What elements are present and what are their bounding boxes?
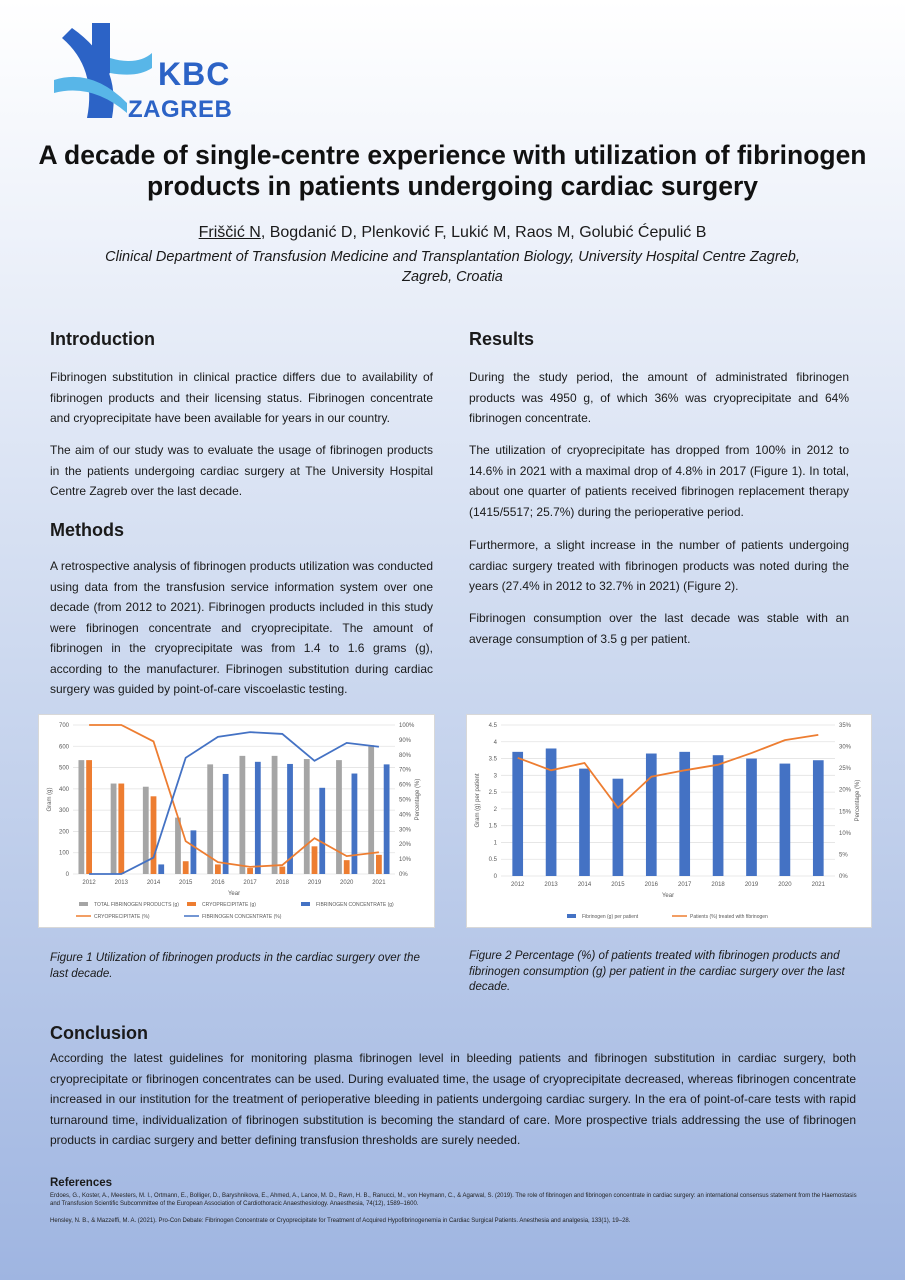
y2-tick-label: 10% — [839, 830, 852, 837]
y-tick-label: 2 — [493, 806, 497, 813]
bar — [183, 861, 189, 874]
y2-tick-label: 30% — [399, 827, 412, 834]
y2-tick-label: 5% — [839, 852, 848, 859]
bar — [304, 759, 310, 874]
y-tick-label: 400 — [58, 786, 69, 793]
conclusion-heading: Conclusion — [50, 1023, 148, 1043]
y-tick-label: 2.5 — [488, 790, 497, 797]
y2-tick-label: 0% — [399, 872, 408, 878]
y-tick-label: 4 — [493, 739, 497, 746]
y-tick-label: 0.5 — [488, 857, 497, 864]
logo-text-kbc: KBC — [158, 56, 231, 92]
reference-1: Erdoes, G., Koster, A., Meesters, M. I., Ortmann, E., Bolliger, D., Baryshnikova, E., Ahmed, A., Lance, M. D., Ravn, H. B., Ranucci, M., von Heymann, C., & Agarwal, S. (2019). The role of fibrinogen and fibrinogen concentrate in cardiac surgery: an international consensus statement from the Haemostasis and Transfusion Scientific Subcommittee of the European Association of Cardiothoracic Anaesthesiology. Anaesthesia, 74(12), 1589–1600. — [50, 1193, 857, 1207]
x-tick-label: 2012 — [82, 880, 96, 886]
y-tick-label: 3.5 — [488, 756, 497, 763]
x-tick-label: 2013 — [114, 880, 128, 886]
y-tick-label: 0 — [65, 872, 69, 878]
x-tick-label: 2021 — [811, 882, 825, 888]
bar — [312, 846, 318, 874]
legend-label: TOTAL FIBRINOGEN PRODUCTS (g) — [94, 902, 179, 908]
y2-tick-label: 0% — [839, 874, 848, 880]
methods-heading: Methods — [50, 520, 124, 540]
x-tick-label: 2018 — [711, 882, 725, 888]
x-axis-label: Year — [661, 893, 675, 899]
y2-tick-label: 90% — [399, 737, 412, 744]
legend-swatch — [301, 902, 310, 906]
introduction-heading: Introduction — [50, 329, 155, 349]
introduction-paragraph-2: The aim of our study was to evaluate the usage of fibrinogen products in the patients undergoing cardiac surgery at The University Hospital Centre Zagreb over the last decade. — [50, 443, 433, 498]
legend-label: CRYOPRECIPITATE (%) — [94, 914, 150, 920]
x-tick-label: 2019 — [307, 880, 322, 886]
x-tick-label: 2016 — [211, 880, 225, 886]
y-tick-label: 200 — [58, 829, 69, 836]
introduction-paragraph-1: Fibrinogen substitution in clinical practice differs due to availability of fibrinogen products and their licensing status. Fibrinogen concentrate and cryoprecipitate have been available for years in our country. — [50, 370, 433, 425]
bar — [512, 752, 523, 876]
bar — [384, 764, 390, 874]
y2-tick-label: 60% — [399, 782, 412, 789]
y-tick-label: 600 — [58, 744, 69, 751]
bar — [546, 748, 557, 876]
y-tick-label: 1.5 — [488, 823, 497, 830]
y-tick-label: 300 — [58, 808, 69, 815]
x-tick-label: 2015 — [611, 882, 625, 888]
bar — [247, 868, 253, 874]
y2-tick-label: 100% — [399, 723, 415, 729]
y2-tick-label: 35% — [839, 723, 852, 729]
legend-label: CRYOPRECIPITATE (g) — [202, 902, 256, 908]
bar — [158, 864, 164, 874]
references-heading: References — [50, 1177, 113, 1189]
y2-axis-label: Percentage (%) — [855, 779, 861, 822]
results-paragraph-1: During the study period, the amount of administrated fibrinogen products was 4950 g, of which 36% was cryoprecipitate and 64% fibrinogen concentrate. — [469, 370, 849, 425]
bar — [255, 762, 261, 874]
y-tick-label: 1 — [493, 840, 497, 847]
legend-label: Fibrinogen (g) per patient — [582, 914, 639, 920]
y-tick-label: 500 — [58, 765, 69, 772]
legend-label: Patients (%) treated with fibrinogen — [690, 914, 768, 920]
x-tick-label: 2014 — [577, 882, 592, 888]
x-axis-label: Year — [227, 891, 241, 897]
y-tick-label: 100 — [58, 850, 69, 857]
legend-swatch — [79, 902, 88, 906]
bar — [223, 774, 229, 874]
results-heading: Results — [469, 329, 535, 349]
bar — [368, 745, 374, 874]
y-tick-label: 0 — [493, 874, 497, 880]
bar — [111, 784, 117, 874]
x-tick-label: 2013 — [544, 882, 558, 888]
y2-tick-label: 20% — [839, 787, 852, 794]
y2-axis-label: Percentage (%) — [415, 778, 421, 821]
x-tick-label: 2017 — [678, 882, 692, 888]
results-paragraph-3: Furthermore, a slight increase in the number of patients undergoing cardiac surgery treated with fibrinogen products was noted during the years (27.4% in 2012 to 32.7% in 2021) (Figure 2). — [469, 538, 849, 593]
x-tick-label: 2016 — [644, 882, 658, 888]
conclusion-paragraph: According the latest guidelines for monitoring plasma fibrinogen level in bleeding patients and fibrinogen substitution in cardiac surgery, both cryoprecipitate or fibrinogen concentrates can be used. During evaluated time, the usage of cryoprecipitate decreased, whereas fibrinogen concentrate increased in our institution for the treatment of perioperative bleeding in patients undergoing cardiac surgery. In the era of point-of-care tests with rapid turnaround time, individualization of fibrinogen substitution is becoming the standard of care. More prospective trials addressing the use of fibrinogen products in cardiac surgery and better defining transfusion thresholds are surely needed. — [50, 1051, 856, 1147]
bar — [344, 860, 350, 874]
y2-tick-label: 70% — [399, 767, 412, 774]
bar — [780, 764, 791, 876]
y-tick-label: 4.5 — [488, 723, 497, 729]
legend-label: FIBRINOGEN CONCENTRATE (g) — [316, 902, 394, 908]
legend-label: FIBRINOGEN CONCENTRATE (%) — [202, 914, 282, 920]
x-tick-label: 2014 — [146, 880, 161, 886]
figure-2-chart — [466, 714, 872, 928]
y2-tick-label: 25% — [839, 766, 852, 773]
results-paragraph-4: Fibrinogen consumption over the last decade was stable with an average consumption of 3.5 g per patient. — [469, 611, 849, 646]
bar — [746, 759, 757, 876]
bar — [376, 855, 382, 874]
figure-2-svg — [467, 715, 873, 929]
bar — [336, 760, 342, 874]
bar — [118, 784, 124, 874]
bar — [272, 756, 278, 874]
x-tick-label: 2018 — [275, 880, 289, 886]
series-line — [518, 735, 819, 808]
y-tick-label: 3 — [493, 773, 497, 780]
figure-1-chart — [38, 714, 435, 928]
figure-2-caption: Figure 2 Percentage (%) of patients treated with fibrinogen products and fibrinogen consumption (g) per patient in the cardiac surgery over the last decade. — [469, 949, 845, 993]
x-tick-label: 2020 — [340, 880, 354, 886]
logo-text-zagreb: ZAGREB — [128, 96, 233, 123]
bar — [86, 760, 92, 874]
y2-tick-label: 50% — [399, 797, 412, 804]
results-paragraph-2: The utilization of cryoprecipitate has dropped from 100% in 2012 to 14.6% in 2021 with a maximal drop of 4.8% in 2017 (Figure 1). In total, about one quarter of patients received fibrinogen replacement therapy (1415/5517; 25.7%) during the perioperative period. — [469, 443, 849, 519]
poster-title: A decade of single-centre experience with utilization of fibrinogen products in patients undergoing cardiac surgery — [38, 140, 867, 201]
x-tick-label: 2017 — [243, 880, 257, 886]
y2-tick-label: 20% — [399, 842, 412, 849]
bar — [713, 755, 724, 876]
bar — [352, 774, 358, 874]
bar — [579, 769, 590, 876]
y2-tick-label: 10% — [399, 857, 412, 864]
figure-1-caption: Figure 1 Utilization of fibrinogen products in the cardiac surgery over the last decade. — [50, 951, 420, 980]
x-tick-label: 2020 — [778, 882, 792, 888]
coauthors: , Bogdanić D, Plenković F, Lukić M, Raos M, Golubić Ćepulić B — [260, 224, 707, 241]
y2-tick-label: 80% — [399, 752, 412, 759]
y2-tick-label: 15% — [839, 809, 852, 816]
bar — [813, 760, 824, 876]
x-tick-label: 2019 — [744, 882, 759, 888]
first-author: Friščić N — [198, 224, 261, 241]
figure-1-svg — [39, 715, 436, 929]
affiliation: Clinical Department of Transfusion Medicine and Transplantation Biology, University Hospital Centre Zagreb, Zagreb, Croatia — [105, 249, 800, 285]
x-tick-label: 2021 — [372, 880, 386, 886]
legend-swatch — [187, 902, 196, 906]
x-tick-label: 2015 — [179, 880, 193, 886]
bar — [279, 867, 285, 874]
reference-2: Hensley, N. B., & Mazzeffi, M. A. (2021). Pro-Con Debate: Fibrinogen Concentrate or Cryoprecipitate for Treatment of Acquired Hypofibrinogenemia in Cardiac Surgical Patients. Anesthesia and analgesia, 133(1), 19–28. — [50, 1218, 631, 1224]
bar — [613, 779, 624, 876]
x-tick-label: 2012 — [511, 882, 525, 888]
y-axis-label: Gram (g) per patient — [475, 773, 481, 828]
bar — [215, 864, 221, 874]
bar — [239, 756, 245, 874]
bar — [78, 760, 84, 874]
bar — [319, 788, 325, 874]
y2-tick-label: 30% — [839, 744, 852, 751]
y-axis-label: Gram (g) — [47, 787, 53, 812]
legend-swatch — [567, 914, 576, 918]
bar — [646, 754, 657, 876]
methods-paragraph: A retrospective analysis of fibrinogen products utilization was conducted using data from the transfusion service information system over one decade (from 2012 to 2021). Fibrinogen products included in this study were fibrinogen concentrate and cryoprecipitate. The amount of fibrinogen in the cryoprecipitate was from 1.4 to 1.6 grams (g), according to the manufacturer. Fibrinogen substitution during cardiac surgery was guided by point-of-care viscoelastic testing. — [50, 559, 433, 696]
bar — [151, 796, 157, 874]
y-tick-label: 700 — [58, 723, 69, 729]
y2-tick-label: 40% — [399, 812, 412, 819]
bar — [191, 830, 197, 874]
authors-line — [20, 224, 885, 242]
